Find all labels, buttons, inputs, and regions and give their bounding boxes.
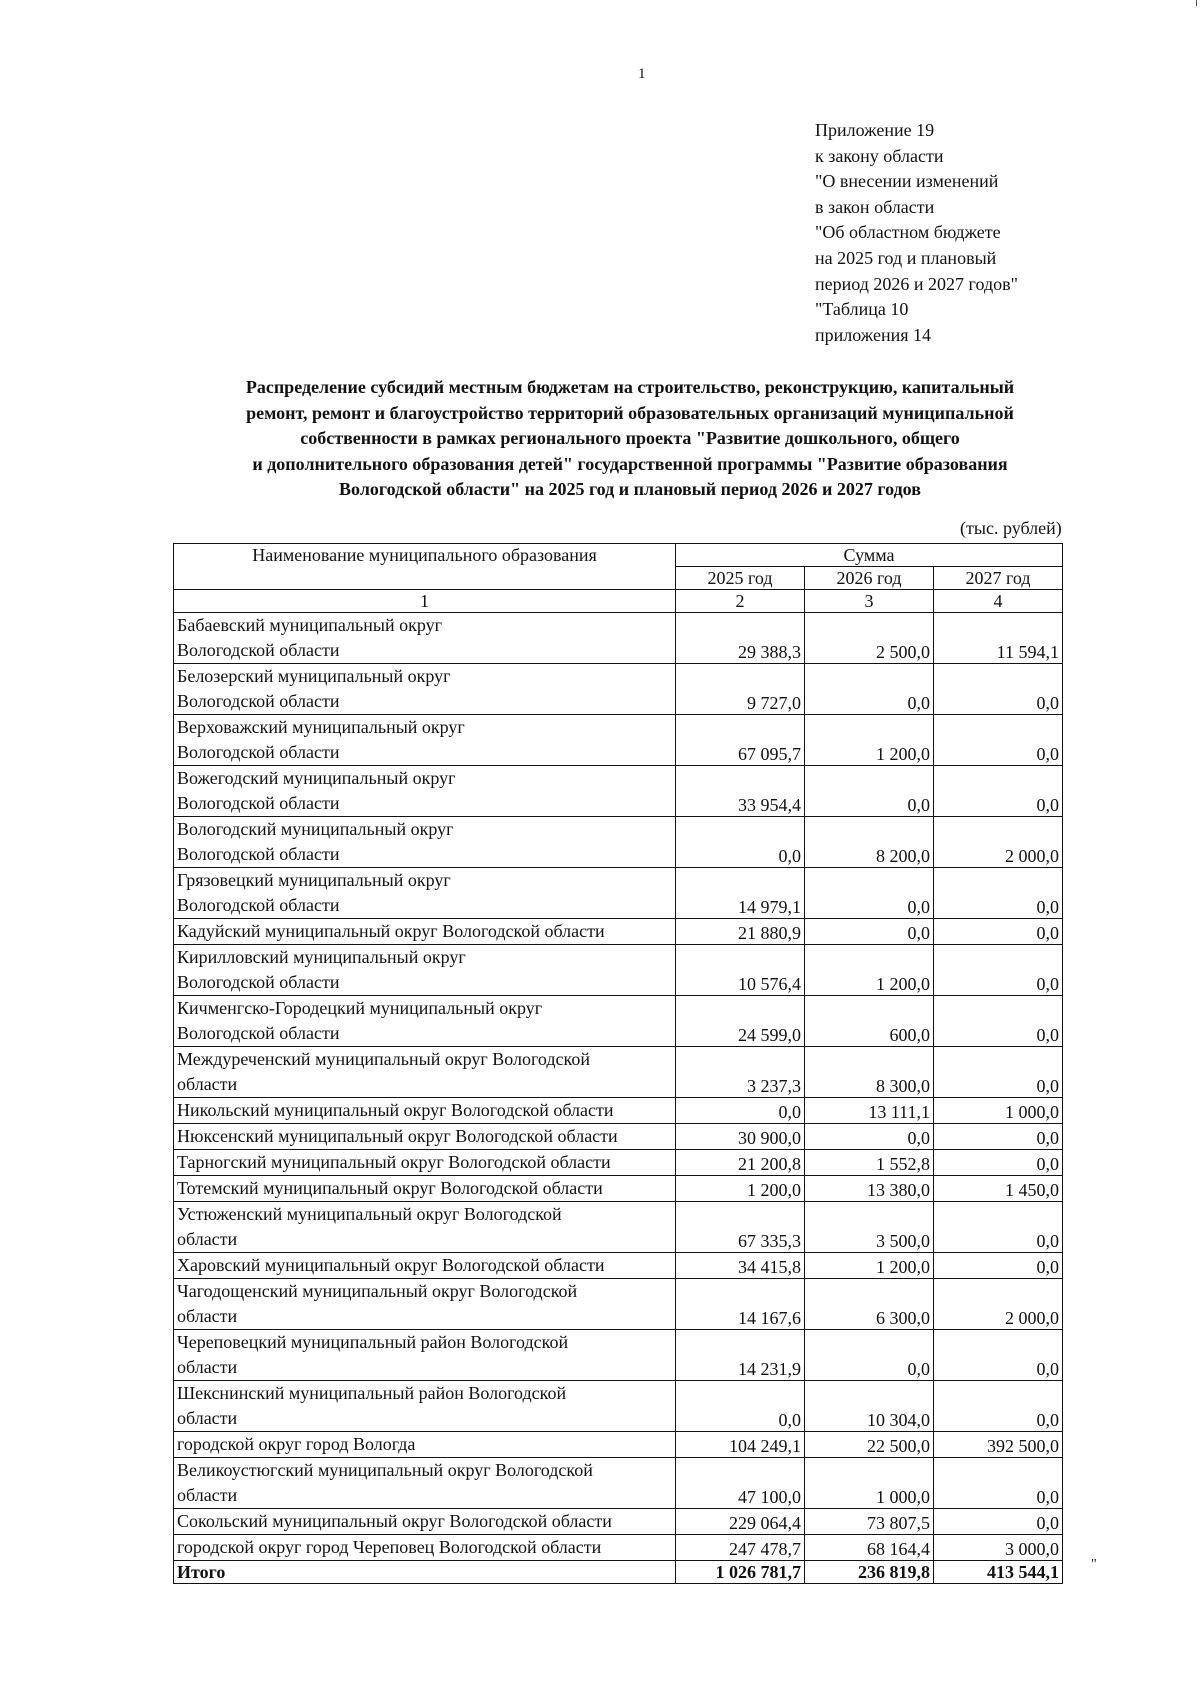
amount-2027: 0,0 <box>934 868 1063 919</box>
amount-2025: 24 599,0 <box>676 996 805 1047</box>
municipality-name-line: Тотемский муниципальный округ Вологодской области <box>177 1178 603 1198</box>
table-row <box>174 1535 1063 1561</box>
municipality-name <box>174 1124 676 1150</box>
amount-2026: 1 552,8 <box>805 1150 934 1176</box>
municipality-name <box>174 1098 676 1124</box>
amount-2026: 3 500,0 <box>805 1202 934 1253</box>
table-row <box>174 817 1063 868</box>
amount-2026: 68 164,4 <box>805 1535 934 1561</box>
amount-2025: 14 167,6 <box>676 1279 805 1330</box>
amount-2025: 14 979,1 <box>676 868 805 919</box>
municipality-name <box>174 1535 676 1561</box>
amount-2026: 600,0 <box>805 996 934 1047</box>
municipality-name-line: Верховажский муниципальный округ <box>177 717 465 737</box>
amount-2025: 10 576,4 <box>676 945 805 996</box>
municipality-name-line: Вологодской области <box>177 895 340 915</box>
amount-2025: 1 200,0 <box>676 1176 805 1202</box>
amount-2027: 2 000,0 <box>934 1279 1063 1330</box>
document-title <box>150 375 1110 503</box>
amount-2025: 67 335,3 <box>676 1202 805 1253</box>
table-row <box>174 945 1063 996</box>
amount-2026: 2 500,0 <box>805 613 934 664</box>
total-amount-2026: 236 819,8 <box>805 1561 934 1584</box>
amount-2026: 0,0 <box>805 1124 934 1150</box>
municipality-name-line: Кирилловский муниципальный округ <box>177 947 466 967</box>
title-line: ремонт, ремонт и благоустройство территорий образовательных организаций муниципальной <box>246 402 1014 423</box>
municipality-name-line: городской округ город Вологда <box>177 1434 416 1454</box>
title-line: Распределение субсидий местным бюджетам на строительство, реконструкцию, капитальный <box>245 377 1015 397</box>
amount-2025: 9 727,0 <box>676 664 805 715</box>
municipality-name <box>174 1509 676 1535</box>
table-row <box>174 1509 1063 1535</box>
appendix-line: на 2025 год и плановый <box>815 247 997 268</box>
amount-2027: 0,0 <box>934 766 1063 817</box>
table-row <box>174 1279 1063 1330</box>
municipality-name-line: Вологодской области <box>177 691 340 711</box>
municipality-name-line: области <box>177 1229 238 1249</box>
subsidy-table <box>173 543 1063 1584</box>
amount-2027: 392 500,0 <box>934 1432 1063 1458</box>
municipality-name <box>174 919 676 945</box>
table-row <box>174 664 1063 715</box>
amount-2027: 0,0 <box>934 1047 1063 1098</box>
table-row <box>174 1253 1063 1279</box>
amount-2025: 0,0 <box>676 1098 805 1124</box>
municipality-name <box>174 1253 676 1279</box>
municipality-name-line: Никольский муниципальный округ Вологодской области <box>177 1100 614 1120</box>
header-year-2027: 2027 год <box>934 567 1063 590</box>
amount-2025: 3 237,3 <box>676 1047 805 1098</box>
municipality-name-line: области <box>177 1485 238 1505</box>
appendix-line: "Таблица 10 <box>815 299 909 320</box>
table-row <box>174 1381 1063 1432</box>
table-row <box>174 766 1063 817</box>
municipality-name <box>174 664 676 715</box>
title-line: собственности в рамках регионального проекта "Развитие дошкольного, общего <box>300 428 960 448</box>
amount-2027: 0,0 <box>934 945 1063 996</box>
municipality-name-line: Вологодской области <box>177 793 340 813</box>
appendix-reference <box>815 118 1018 348</box>
municipality-name-line: Вологодской области <box>177 640 340 660</box>
table-row <box>174 1124 1063 1150</box>
amount-2025: 34 415,8 <box>676 1253 805 1279</box>
amount-2027: 0,0 <box>934 1381 1063 1432</box>
amount-2026: 1 000,0 <box>805 1458 934 1509</box>
municipality-name <box>174 1330 676 1381</box>
table-row <box>174 1047 1063 1098</box>
appendix-line: приложения 14 <box>815 324 932 345</box>
amount-2026: 0,0 <box>805 1330 934 1381</box>
municipality-name <box>174 1279 676 1330</box>
municipality-name-line: Вологодской области <box>177 1023 340 1043</box>
amount-2027: 0,0 <box>934 1509 1063 1535</box>
appendix-line: к закону области <box>815 145 944 166</box>
table-row <box>174 919 1063 945</box>
table-row <box>174 613 1063 664</box>
table-row <box>174 1432 1063 1458</box>
amount-2027: 0,0 <box>934 1150 1063 1176</box>
amount-2026: 0,0 <box>805 664 934 715</box>
municipality-name-line: Бабаевский муниципальный округ <box>177 615 442 635</box>
total-amount-2025: 1 026 781,7 <box>676 1561 805 1584</box>
municipality-name <box>174 996 676 1047</box>
table-row <box>174 1176 1063 1202</box>
header-row <box>174 544 1063 567</box>
municipality-name <box>174 945 676 996</box>
appendix-line: в закон области <box>815 196 935 217</box>
municipality-name <box>174 1150 676 1176</box>
header-year-2025: 2025 год <box>676 567 805 590</box>
closing-quote: " <box>1091 1557 1097 1572</box>
table-row <box>174 715 1063 766</box>
amount-2027: 0,0 <box>934 1124 1063 1150</box>
header-year-2026: 2026 год <box>805 567 934 590</box>
amount-2027: 0,0 <box>934 996 1063 1047</box>
table-row <box>174 1202 1063 1253</box>
amount-2026: 1 200,0 <box>805 715 934 766</box>
amount-2026: 73 807,5 <box>805 1509 934 1535</box>
total-amount-2027: 413 544,1 <box>934 1561 1063 1584</box>
table-row <box>174 868 1063 919</box>
amount-2026: 0,0 <box>805 766 934 817</box>
municipality-name <box>174 1176 676 1202</box>
amount-2025: 229 064,4 <box>676 1509 805 1535</box>
amount-2026: 0,0 <box>805 868 934 919</box>
amount-2026: 0,0 <box>805 919 934 945</box>
amount-2027: 2 000,0 <box>934 817 1063 868</box>
column-number: 2 <box>676 590 805 613</box>
municipality-name-line: городской округ город Череповец Вологодской области <box>177 1537 602 1557</box>
municipality-name-line: области <box>177 1074 238 1094</box>
municipality-name <box>174 1432 676 1458</box>
amount-2025: 30 900,0 <box>676 1124 805 1150</box>
amount-2025: 21 200,8 <box>676 1150 805 1176</box>
column-number-row <box>174 590 1063 613</box>
amount-2027: 0,0 <box>934 664 1063 715</box>
header-sum: Сумма <box>676 544 1063 567</box>
amount-2026: 8 200,0 <box>805 817 934 868</box>
municipality-name-line: Кадуйский муниципальный округ Вологодской области <box>177 921 605 941</box>
municipality-name-line: Шекснинский муниципальный район Вологодской <box>177 1383 567 1403</box>
units-label: (тыс. рублей) <box>960 518 1062 538</box>
header-municipality: Наименование муниципального образования <box>174 544 676 590</box>
municipality-name-line: области <box>177 1408 238 1428</box>
municipality-name-line: Междуреченский муниципальный округ Вологодской <box>177 1049 590 1069</box>
appendix-line: период 2026 и 2027 годов" <box>815 273 1018 294</box>
amount-2027: 1 000,0 <box>934 1098 1063 1124</box>
municipality-name-line: Вологодской области <box>177 742 340 762</box>
amount-2025: 0,0 <box>676 817 805 868</box>
amount-2026: 1 200,0 <box>805 1253 934 1279</box>
amount-2026: 8 300,0 <box>805 1047 934 1098</box>
municipality-name-line: Кичменгско-Городецкий муниципальный округ <box>177 998 543 1018</box>
amount-2027: 0,0 <box>934 919 1063 945</box>
amount-2025: 0,0 <box>676 1381 805 1432</box>
total-label: Итого <box>174 1561 676 1584</box>
table-row <box>174 1150 1063 1176</box>
municipality-name-line: Вологодский муниципальный округ <box>177 819 454 839</box>
table-row <box>174 1330 1063 1381</box>
municipality-name-line: Сокольский муниципальный округ Вологодской области <box>177 1511 612 1531</box>
municipality-name-line: Харовский муниципальный округ Вологодской области <box>177 1255 605 1275</box>
amount-2027: 0,0 <box>934 1202 1063 1253</box>
amount-2027: 11 594,1 <box>934 613 1063 664</box>
municipality-name-line: Череповецкий муниципальный район Вологодской <box>177 1332 569 1352</box>
municipality-name-line: Тарногский муниципальный округ Вологодской области <box>177 1152 611 1172</box>
municipality-name-line: Устюженский муниципальный округ Вологодской <box>177 1204 562 1224</box>
amount-2027: 0,0 <box>934 1458 1063 1509</box>
page-number: 1 <box>638 66 646 82</box>
amount-2026: 6 300,0 <box>805 1279 934 1330</box>
municipality-name <box>174 1047 676 1098</box>
municipality-name <box>174 817 676 868</box>
table-row <box>174 996 1063 1047</box>
amount-2025: 33 954,4 <box>676 766 805 817</box>
amount-2027: 0,0 <box>934 715 1063 766</box>
municipality-name-line: Вожегодский муниципальный округ <box>177 768 456 788</box>
amount-2026: 1 200,0 <box>805 945 934 996</box>
municipality-name-line: Вологодской области <box>177 972 340 992</box>
amount-2027: 0,0 <box>934 1330 1063 1381</box>
municipality-name-line: Великоустюгский муниципальный округ Вологодской <box>177 1460 593 1480</box>
amount-2026: 22 500,0 <box>805 1432 934 1458</box>
amount-2027: 1 450,0 <box>934 1176 1063 1202</box>
appendix-line: "О внесении изменений <box>815 171 999 192</box>
appendix-line: "Об областном бюджете <box>815 222 1001 243</box>
table-row <box>174 1458 1063 1509</box>
municipality-name <box>174 613 676 664</box>
amount-2027: 0,0 <box>934 1253 1063 1279</box>
amount-2026: 13 111,1 <box>805 1098 934 1124</box>
scan-edge-mark <box>1196 0 1197 6</box>
amount-2025: 29 388,3 <box>676 613 805 664</box>
appendix-line: Приложение 19 <box>815 120 935 140</box>
municipality-name-line: Чагодощенский муниципальный округ Вологодской <box>177 1281 578 1301</box>
title-line: Вологодской области" на 2025 год и плановый период 2026 и 2027 годов <box>339 479 921 499</box>
amount-2027: 3 000,0 <box>934 1535 1063 1561</box>
column-number: 3 <box>805 590 934 613</box>
municipality-name-line: Белозерский муниципальный округ <box>177 666 451 686</box>
amount-2026: 10 304,0 <box>805 1381 934 1432</box>
amount-2025: 21 880,9 <box>676 919 805 945</box>
amount-2025: 104 249,1 <box>676 1432 805 1458</box>
amount-2026: 13 380,0 <box>805 1176 934 1202</box>
municipality-name <box>174 1381 676 1432</box>
amount-2025: 47 100,0 <box>676 1458 805 1509</box>
column-number: 4 <box>934 590 1063 613</box>
municipality-name <box>174 1202 676 1253</box>
amount-2025: 247 478,7 <box>676 1535 805 1561</box>
municipality-name <box>174 715 676 766</box>
column-number: 1 <box>174 590 676 613</box>
total-row <box>174 1561 1063 1584</box>
amount-2025: 67 095,7 <box>676 715 805 766</box>
municipality-name-line: Нюксенский муниципальный округ Вологодской области <box>177 1126 618 1146</box>
municipality-name-line: Грязовецкий муниципальный округ <box>177 870 451 890</box>
municipality-name-line: области <box>177 1357 238 1377</box>
table-row <box>174 1098 1063 1124</box>
municipality-name <box>174 1458 676 1509</box>
municipality-name <box>174 868 676 919</box>
amount-2025: 14 231,9 <box>676 1330 805 1381</box>
municipality-name-line: Вологодской области <box>177 844 340 864</box>
title-line: и дополнительного образования детей" государственной программы "Развитие образования <box>252 453 1008 474</box>
municipality-name <box>174 766 676 817</box>
municipality-name-line: области <box>177 1306 238 1326</box>
